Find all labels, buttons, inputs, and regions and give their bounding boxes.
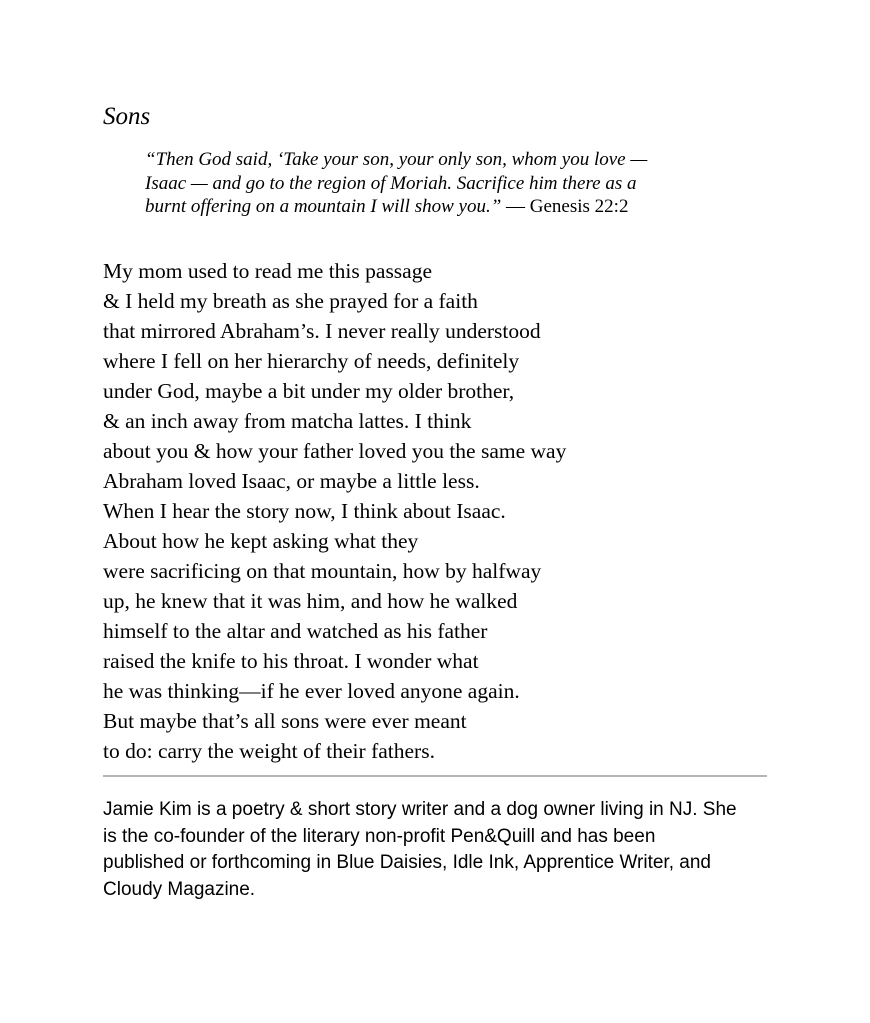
poem-line: he was thinking—if he ever loved anyone again.: [103, 679, 520, 703]
poem-line: under God, maybe a bit under my older brother,: [103, 379, 515, 403]
poem-line: But maybe that’s all sons were ever meant: [103, 709, 467, 733]
epigraph-line: burnt offering on a mountain I will show you.”: [145, 196, 502, 217]
epigraph-line: “Then God said, ‘Take your son, your only son, whom you love —: [145, 149, 648, 170]
epigraph-line-with-citation: [145, 195, 765, 219]
bio-line: Jamie Kim is a poetry & short story writer and a dog owner living in NJ. She: [103, 799, 737, 820]
poem-line: raised the knife to his throat. I wonder what: [103, 649, 479, 673]
bio-line: is the co-founder of the literary non-profit Pen&Quill and has been: [103, 825, 656, 847]
epigraph-citation: — Genesis 22:2: [506, 196, 629, 217]
section-divider: [103, 775, 767, 777]
poem-line: that mirrored Abraham’s. I never really understood: [103, 319, 541, 343]
poem-line: My mom used to read me this passage: [103, 259, 433, 283]
poem-title: Sons: [103, 103, 151, 130]
poem-line: to do: carry the weight of their fathers.: [103, 739, 435, 763]
author-bio: [103, 797, 783, 903]
poem-line: When I hear the story now, I think about Isaac.: [103, 499, 506, 523]
poem-body: [103, 256, 783, 766]
bio-line: published or forthcoming in Blue Daisies, Idle Ink, Apprentice Writer, and: [103, 852, 711, 873]
epigraph: [145, 148, 765, 219]
poem-line: were sacrificing on that mountain, how by halfway: [103, 559, 542, 583]
poem-line: About how he kept asking what they: [103, 529, 419, 553]
poem-line: & an inch away from matcha lattes. I think: [103, 409, 472, 433]
poem-line: & I held my breath as she prayed for a faith: [103, 289, 478, 313]
poem-line: up, he knew that it was him, and how he walked: [103, 589, 518, 613]
epigraph-line: Isaac — and go to the region of Moriah. Sacrifice him there as a: [145, 172, 637, 194]
poem-line: about you & how your father loved you the same way: [103, 439, 567, 463]
poem-line: where I fell on her hierarchy of needs, definitely: [103, 349, 520, 373]
bio-line: Cloudy Magazine.: [103, 878, 256, 900]
poem-line: Abraham loved Isaac, or maybe a little less.: [103, 469, 480, 493]
poem-line: himself to the altar and watched as his father: [103, 619, 488, 643]
